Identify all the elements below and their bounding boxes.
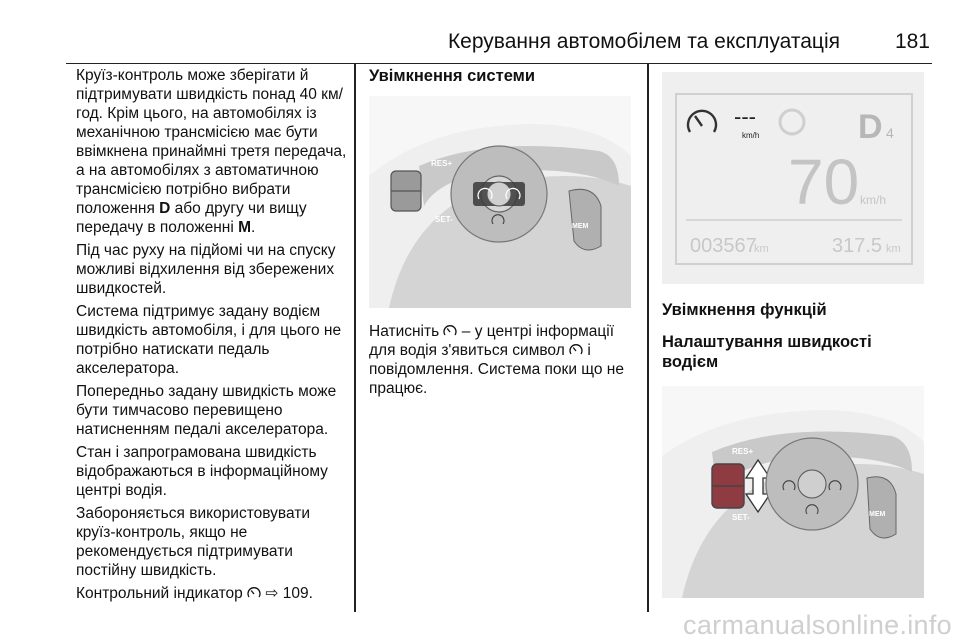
gear-m-label: M	[238, 219, 252, 236]
gear-number: 4	[886, 125, 894, 141]
section-heading-switch-on: Увімкнення системи	[369, 67, 535, 85]
mem-label: MEM	[572, 223, 589, 230]
column-2	[369, 66, 637, 398]
res-label: RES+	[732, 447, 754, 456]
driver-info-display-figure	[662, 72, 924, 284]
mem-label: MEM	[869, 511, 886, 518]
page-header-title: Керування автомобілем та експлуатація	[447, 30, 840, 53]
current-speed-unit: km/h	[860, 193, 887, 207]
odometer-value: 003567	[690, 235, 757, 257]
gear-indicator: D	[858, 108, 883, 146]
paragraph-warning: Забороняється використовувати круїз-контроль, якщо не рекомендується підтримувати постійну швидкість.	[76, 505, 310, 579]
column-1	[76, 66, 348, 607]
page-reference: 109.	[278, 585, 313, 602]
cruise-control-icon	[247, 586, 261, 599]
paragraph-slope-deviation: Під час руху на підйомі чи на спуску можливі відхилення від збережених швидкостей.	[76, 242, 336, 297]
section-heading-functions: Увімкнення функцій	[662, 301, 827, 319]
page-ref-arrow-icon: ⇨	[265, 585, 279, 602]
set-label: SET-	[732, 513, 750, 522]
paragraph-display-status: Стан і запрограмована швидкість відображаються в інформаційному центрі водія.	[76, 444, 328, 499]
set-speed-dashes: ---	[734, 104, 756, 129]
steering-wheel-controls-figure	[369, 96, 631, 308]
paragraph-override: Попередньо задану швидкість може бути тимчасово перевищено натисненням педалі акселератора.	[76, 383, 337, 438]
cruise-control-icon	[443, 324, 457, 337]
steering-wheel-rocker-figure	[662, 386, 924, 598]
column-3	[662, 66, 932, 598]
set-speed-unit: km/h	[742, 131, 760, 140]
page-number: 181	[894, 30, 930, 53]
instruction-switch-on: Натисніть – у центрі інформації для водія з'явиться символ і повідомлення. Система поки що не працює.	[369, 323, 624, 397]
trip-value: 317.5	[832, 235, 883, 257]
odometer-unit: km	[754, 243, 769, 255]
current-speed: 70	[788, 146, 860, 218]
page-header	[66, 28, 932, 64]
subheading-driver-speed: Налаштування швидкості водієм	[662, 333, 872, 371]
column-divider	[647, 64, 649, 612]
cruise-control-icon	[569, 343, 583, 356]
column-divider	[354, 64, 356, 612]
paragraph-cruise-conditions: Круїз-контроль може зберігати й підтримувати швидкість понад 40 км/год. Крім цього, на автомобілях із механічною трансмісією має бути ввімкнена принаймні третя передача, а на автомобілях з автоматичною трансмісією потрібно вибрати положення D або другу чи вищу передачу в положенні M.	[76, 67, 347, 236]
res-label: RES+	[431, 159, 453, 168]
paragraph-indicator-reference: Контрольний індикатор ⇨ 109.	[76, 585, 313, 602]
paragraph-system-maintains: Система підтримує задану водієм швидкість автомобіля, і для цього не потрібно натискати педаль акселератора.	[76, 303, 342, 377]
watermark: carmanualsonline.info	[683, 610, 952, 640]
set-label: SET-	[435, 215, 453, 224]
gear-d-label: D	[159, 200, 171, 217]
trip-unit: km	[886, 243, 901, 255]
